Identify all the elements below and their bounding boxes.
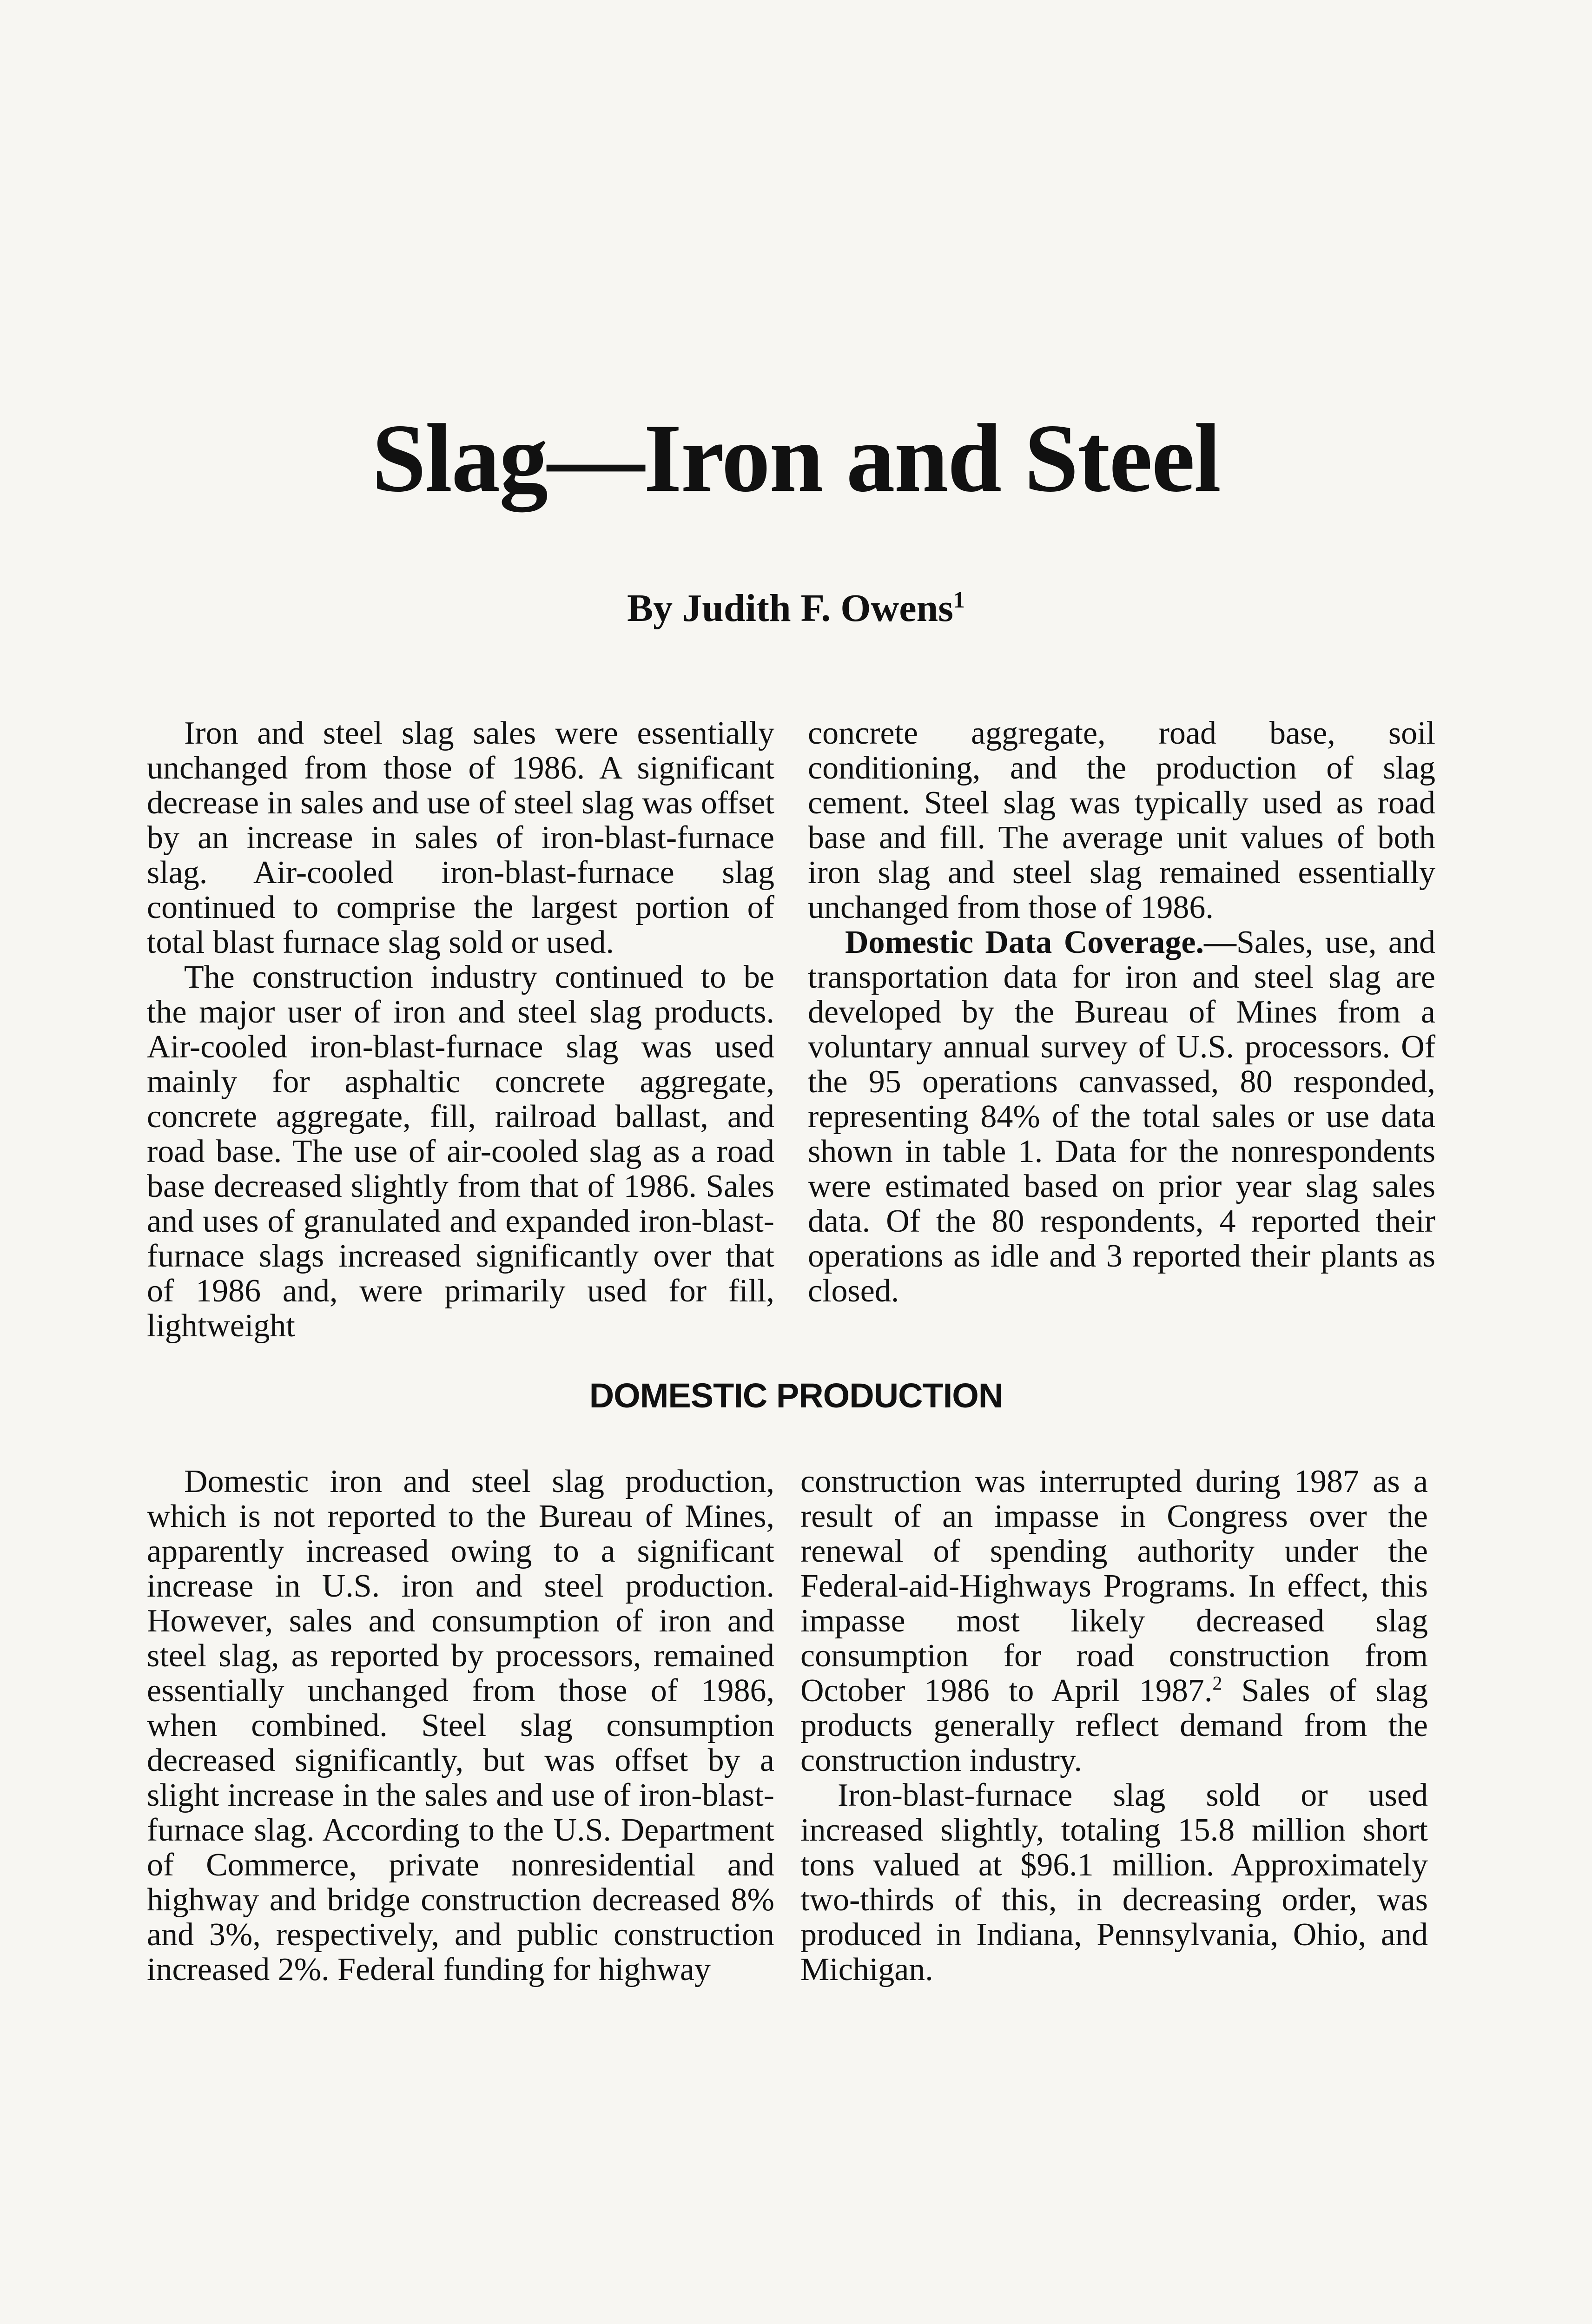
intro-paragraph-3: [808, 925, 1435, 1308]
section-heading-domestic-production: DOMESTIC PRODUCTION: [589, 1376, 1003, 1415]
production-continued-text-b: Sales of slag products generally reflect demand from the construction industry.: [800, 1673, 1428, 1778]
author-name: By Judith F. Owens: [627, 587, 953, 630]
production-paragraph-1: Domestic iron and steel slag production, which is not reported to the Bureau of Mines, apparently increased owing to a significant increase in U.S. iron and steel production. However, sales and consumption of iron and steel slag, as reported by processors, remained essentially unchanged from those of 1986, when combined. Steel slag consumption decreased significantly, but was offset by a slight increase in the sales and use of iron-blast-furnace slag. According to the U.S. Department of Commerce, private nonresidential and highway and bridge construction decreased 8% and 3%, respectively, and public construction increased 2%. Federal funding for highway: [147, 1464, 774, 1987]
production-column-right: [800, 1464, 1428, 1987]
data-coverage-heading: Domestic Data Coverage.—: [845, 924, 1236, 960]
production-paragraph-1-continued: [800, 1464, 1428, 1778]
byline-footnote-marker: 1: [953, 587, 965, 613]
intro-paragraph-2-continued: concrete aggregate, road base, soil conditioning, and the production of slag cement. Steel slag was typically used as road base and fill. The average unit values of both iron slag and steel slag remained essentially unchanged from those of 1986.: [808, 715, 1435, 925]
intro-column-left: [147, 716, 774, 1343]
production-paragraph-2: Iron-blast-furnace slag sold or used increased slightly, totaling 15.8 million short tons valued at $96.1 million. Approximately two-thirds of this, in decreasing order, was produced in Indiana, Pennsylvania, Ohio, and Michigan.: [800, 1777, 1428, 1987]
byline: [0, 586, 1592, 631]
intro-paragraph-2: The construction industry continued to be the major user of iron and steel slag products. Air-cooled iron-blast-furnace slag was used mainly for asphaltic concrete aggregate, concrete aggregate, fill, railroad ballast, and road base. The use of air-cooled slag as a road base decreased slightly from that of 1986. Sales and uses of granulated and expanded iron-blast-furnace slags increased significantly over that of 1986 and, were primarily used for fill, lightweight: [147, 959, 774, 1344]
production-continued-text-a: construction was interrupted during 1987 as a result of an impasse in Congress over the renewal of spending authority under the Federal-aid-Highways Programs. In effect, this impasse most likely decreased slag consumption for road construction from October 1986 to April 1987.: [800, 1464, 1428, 1709]
footnote-marker-2: 2: [1212, 1673, 1222, 1695]
production-column-left: [147, 1464, 774, 1987]
intro-column-right: [808, 716, 1435, 1308]
data-coverage-text: Sales, use, and transportation data for iron and steel slag are developed by the Bureau of Mines from a voluntary annual survey of U.S. processors. Of the 95 operations canvassed, 80 responded, representing 84% of the total sales or use data shown in table 1. Data for the nonrespondents were estimated based on prior year slag sales data. Of the 80 respondents, 4 reported their operations as idle and 3 reported their plants as closed.: [808, 924, 1436, 1309]
intro-paragraph-1: Iron and steel slag sales were essentially unchanged from those of 1986. A significant decrease in sales and use of steel slag was offset by an increase in sales of iron-blast-furnace slag. Air-cooled iron-blast-furnace slag continued to comprise the largest portion of total blast furnace slag sold or used.: [147, 715, 774, 960]
document-title: Slag—Iron and Steel: [371, 404, 1221, 512]
